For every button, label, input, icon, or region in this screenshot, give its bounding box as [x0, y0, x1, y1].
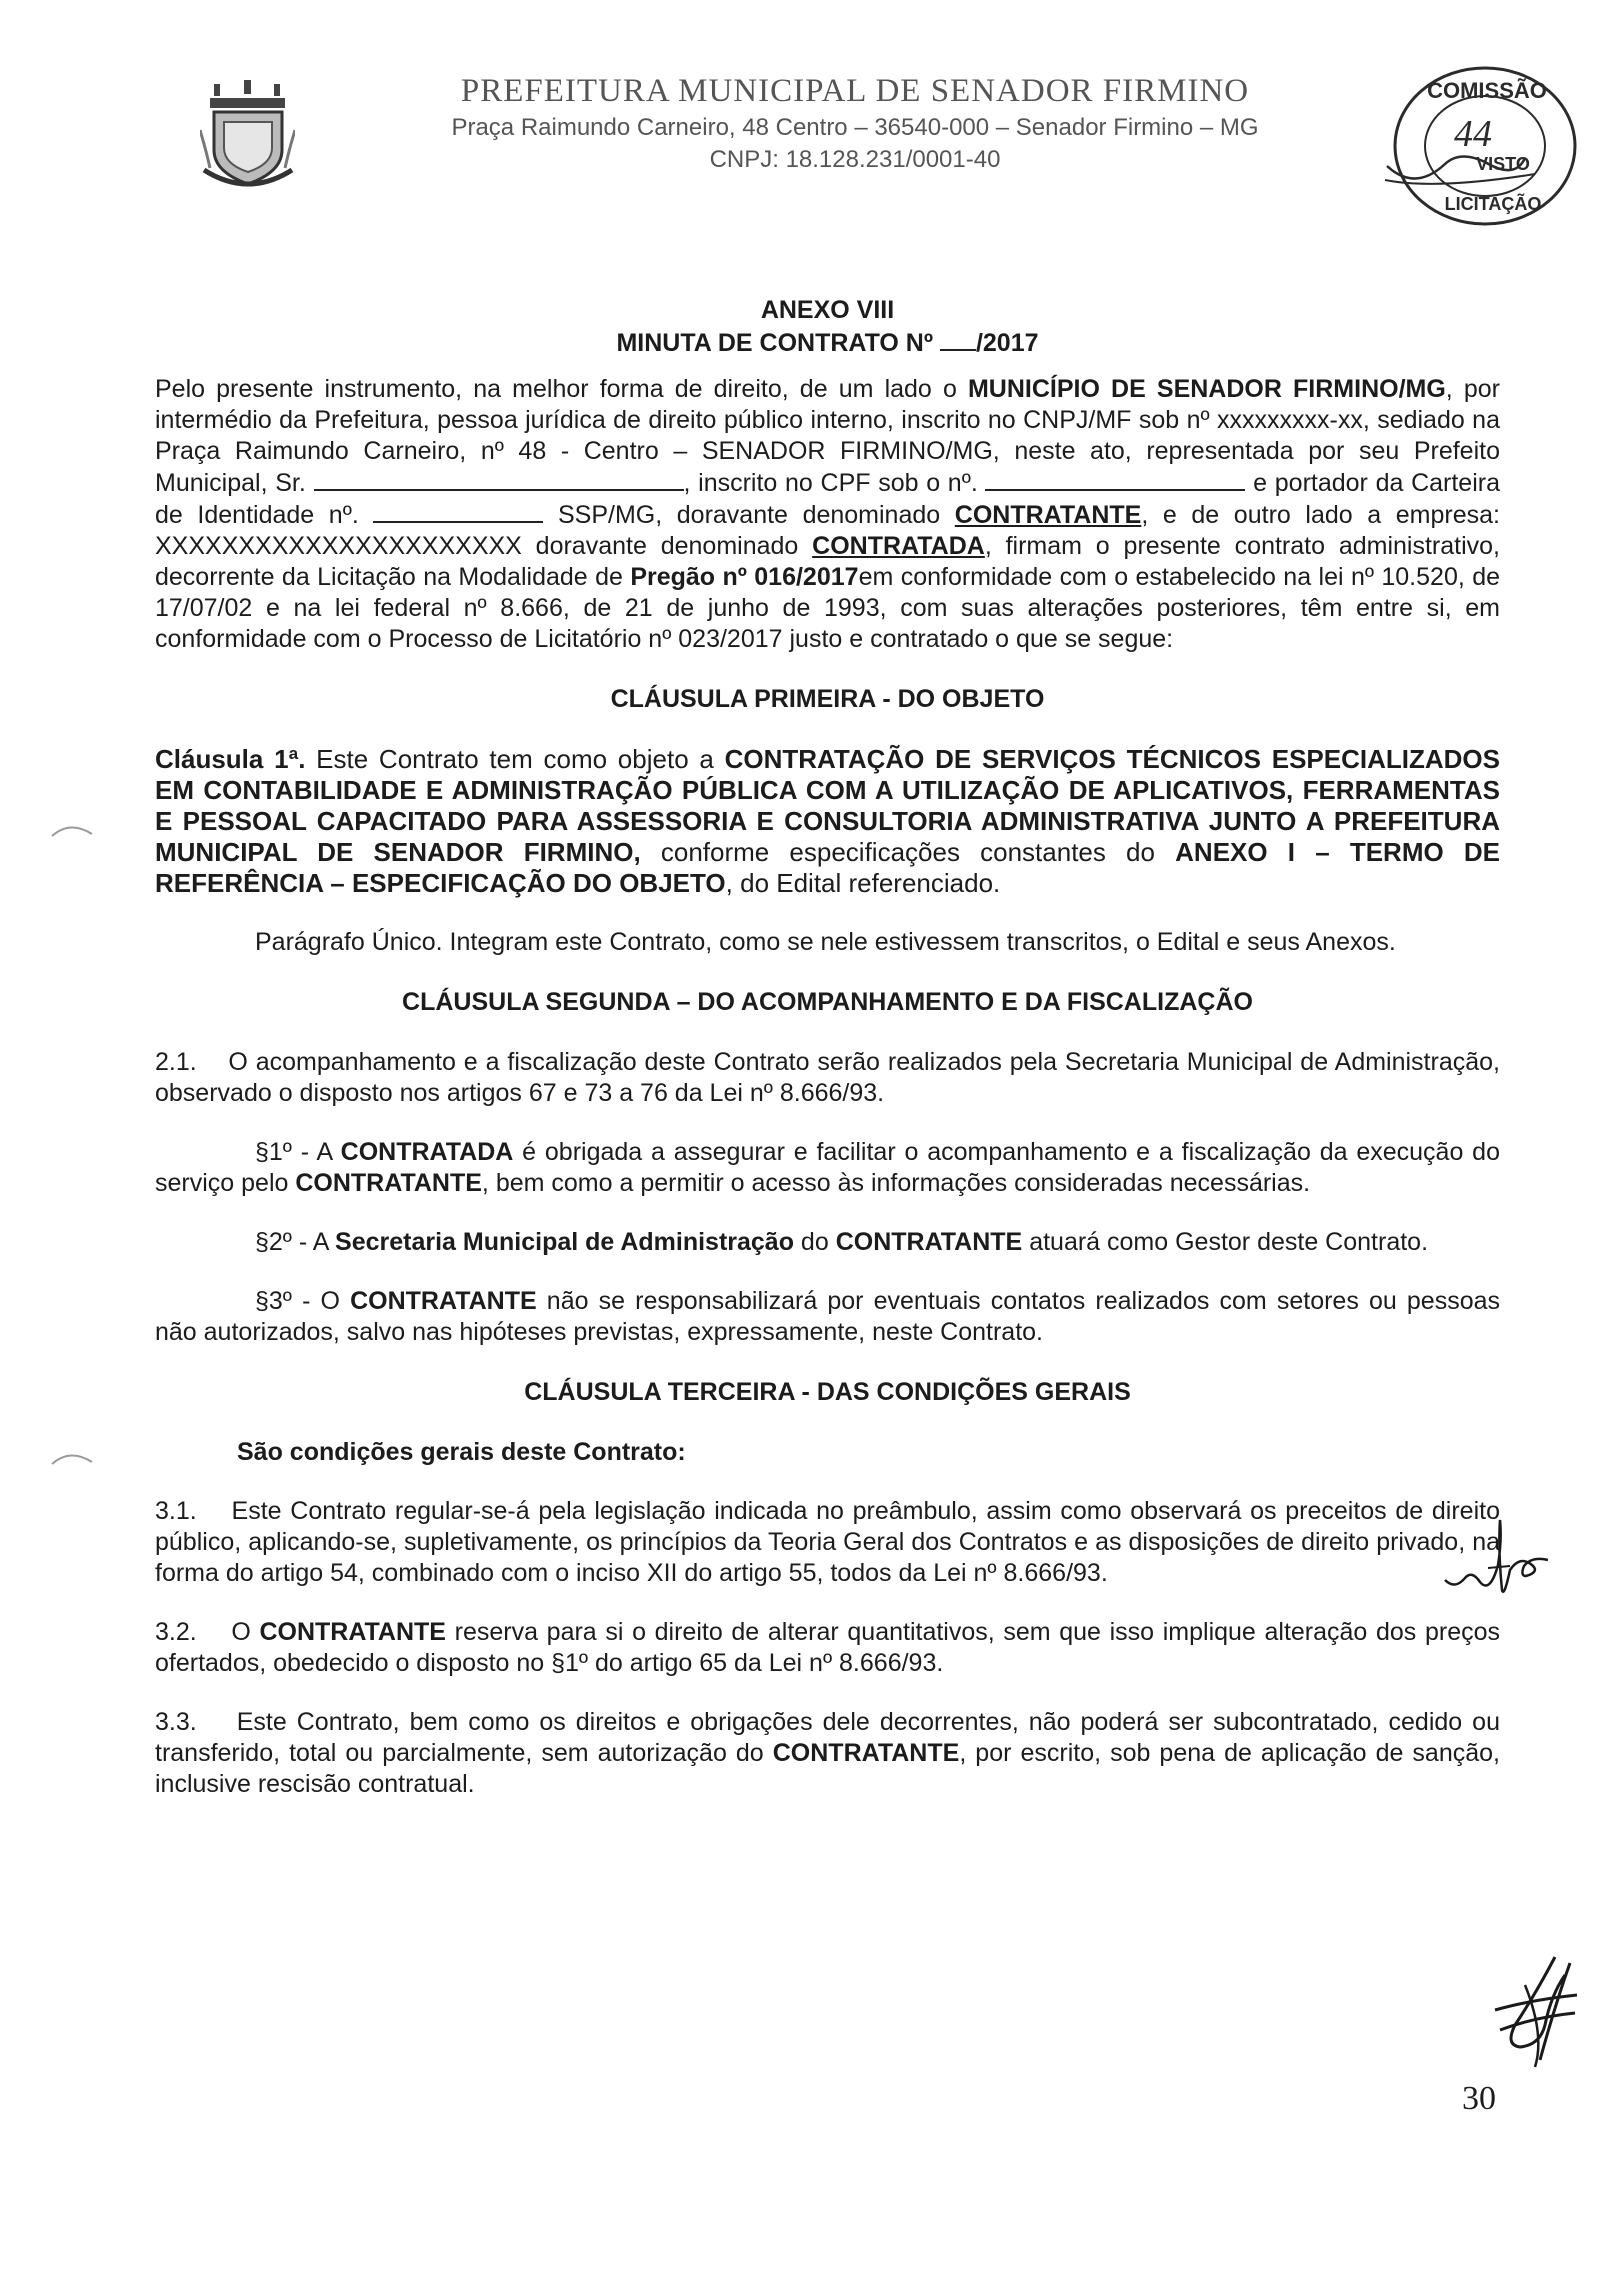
preamble-text: em conformidade com o estabelecido na lei nº 10.520, de 17/07/02 e na lei federal nº 8.666, de 21 de junho de 1993, com suas alterações posteriores, têm entre si, em conformidade com o Processo de Licitatório nº 023/2017 justo e contratado o que se segue:: [155, 563, 1501, 653]
contract-title-prefix: MINUTA DE CONTRATO Nº: [616, 329, 933, 357]
preamble-text: , inscrito no CPF sob o nº.: [683, 469, 986, 497]
section-text: atuará como Gestor deste Contrato.: [1022, 1228, 1429, 1256]
clause-3-title: CLÁUSULA TERCEIRA - DAS CONDIÇÕES GERAIS: [524, 1378, 1131, 1406]
section-3-paragraph: [155, 1286, 1500, 1348]
clause-1-paragraph: [155, 744, 1500, 899]
mayor-name-blank[interactable]: [314, 467, 684, 491]
preamble-text: , e de outro lado a empresa: XXXXXXXXXXXXXXXXXXXXXX doravante denominado: [155, 501, 1500, 560]
item-text: 3.3. Este Contrato, bem como os direitos e obrigações dele decorrentes, não poderá ser subcontratado, cedido ou transferido, total ou parcialmente, sem autorização do: [155, 1708, 1507, 1767]
pregao-number: Pregão nº 016/2017: [630, 563, 859, 591]
margin-mark: [50, 820, 95, 840]
commission-stamp: [1375, 62, 1580, 232]
clause-1-text: Este Contrato tem como objeto a: [305, 744, 725, 774]
clause-1-label: Cláusula 1ª.: [155, 744, 306, 774]
clause-3-intro: São condições gerais deste Contrato:: [237, 1438, 686, 1466]
contract-title: [155, 327, 1500, 360]
contract-title-suffix: /2017: [975, 329, 1039, 357]
contract-body: [155, 290, 1507, 1800]
id-card-blank[interactable]: [373, 499, 543, 523]
municipality-cnpj: CNPJ: 18.128.231/0001-40: [709, 146, 1001, 173]
contratada-term: CONTRATADA: [340, 1138, 514, 1166]
contratada-term: CONTRATADA: [812, 532, 985, 560]
item-text: 3.2. O: [155, 1618, 260, 1646]
annex-title: ANEXO VIII: [760, 296, 895, 324]
letterhead: [330, 70, 1380, 176]
stamp-number: 44: [1454, 113, 1492, 155]
section-text: , bem como a permitir o acesso às informações consideradas necessárias.: [481, 1169, 1311, 1197]
clause-2-title: CLÁUSULA SEGUNDA – DO ACOMPANHAMENTO E DA FISCALIZAÇÃO: [402, 988, 1253, 1016]
preamble-text: , por intermédio da Prefeitura, pessoa jurídica de direito público interno, inscrito no CNPJ/MF sob nº xxxxxxxxx-xx, sediado na Praça Raimundo Carneiro, nº 48 - Centro – SENADOR FIRMINO/MG, neste ato, representada por seu Prefeito Municipal, Sr.: [155, 375, 1500, 497]
section-1-paragraph: [155, 1137, 1500, 1199]
cpf-blank[interactable]: [985, 467, 1245, 491]
secretaria-term: Secretaria Municipal de Administração: [335, 1228, 794, 1256]
preamble-paragraph: [155, 374, 1500, 655]
annex-reference: ANEXO I – TERMO DE REFERÊNCIA – ESPECIFICAÇÃO DO OBJETO: [155, 837, 1501, 898]
margin-mark: [50, 1448, 95, 1468]
municipality-name: MUNICÍPIO DE SENADOR FIRMINO/MG: [967, 375, 1446, 403]
preamble-text: e portador da Carteira de Identidade nº.: [155, 469, 1500, 529]
municipal-crest-logo: [200, 80, 295, 195]
handwritten-rubric: [1440, 1510, 1550, 1600]
contratante-term: CONTRATANTE: [772, 1739, 960, 1767]
stamp-top-text: COMISSÃO: [1427, 78, 1547, 103]
preamble-text: Pelo presente instrumento, na melhor forma de direito, de um lado o: [155, 375, 968, 403]
section-text: não se responsabilizará por eventuais contatos realizados com setores ou pessoas não autorizados, salvo nas hipóteses previstas, expressamente, neste Contrato.: [155, 1287, 1501, 1346]
preamble-text: SSP/MG, doravante denominado: [543, 501, 955, 529]
municipality-address: Praça Raimundo Carneiro, 48 Centro – 36540-000 – Senador Firmino – MG: [451, 114, 1259, 141]
item-3-1: 3.1. Este Contrato regular-se-á pela legislação indicada no preâmbulo, assim como observará os preceitos de direito público, aplicando-se, supletivamente, os princípios da Teoria Geral dos Contratos e as disposições de direito privado, na forma do artigo 54, combinado com o inciso XII do artigo 55, todos da Lei nº 8.666/93.: [155, 1497, 1507, 1587]
contract-object: CONTRATAÇÃO DE SERVIÇOS TÉCNICOS ESPECIALIZADOS EM CONTABILIDADE E ADMINISTRAÇÃO PÚBLICA COM A UTILIZAÇÃO DE APLICATIVOS, FERRAMENTAS E PESSOAL CAPACITADO PARA ASSESSORIA E CONSULTORIA ADMINISTRATIVA JUNTO A PREFEITURA MUNICIPAL DE SENADOR FIRMINO,: [155, 744, 1500, 867]
item-2-1: 2.1. O acompanhamento e a fiscalização deste Contrato serão realizados pela Secretaria Municipal de Administração, observado o disposto nos artigos 67 e 73 a 76 da Lei nº 8.666/93.: [155, 1048, 1507, 1107]
section-2-paragraph: [155, 1227, 1500, 1258]
section-text: §1º - A: [255, 1138, 341, 1166]
item-text: reserva para si o direito de alterar quantitativos, sem que isso implique alteração dos preços ofertados, obedecido o disposto no §1º do artigo 65 da Lei nº 8.666/93.: [155, 1618, 1507, 1677]
contratante-term: CONTRATANTE: [259, 1618, 446, 1646]
contratante-term: CONTRATANTE: [835, 1228, 1023, 1256]
stamp-middle-text: VISTO: [1476, 154, 1530, 174]
section-text: §2º - A: [255, 1228, 336, 1256]
clause-1-title: CLÁUSULA PRIMEIRA - DO OBJETO: [610, 685, 1045, 713]
section-text: do: [793, 1228, 836, 1256]
item-text: , por escrito, sob pena de aplicação de sanção, inclusive rescisão contratual.: [155, 1739, 1507, 1798]
item-3-2: [155, 1617, 1507, 1679]
contract-number-blank[interactable]: [940, 327, 976, 351]
preamble-text: , firmam o presente contrato administrativo, decorrente da Licitação na Modalidade de: [155, 532, 1500, 591]
contratante-term: CONTRATANTE: [295, 1169, 482, 1197]
section-text: §3º - O: [255, 1287, 351, 1315]
handwritten-signature: [1485, 1955, 1580, 2070]
stamp-bottom-text: LICITAÇÃO: [1444, 194, 1542, 214]
item-3-3: [155, 1707, 1507, 1800]
section-text: é obrigada a assegurar e facilitar o acompanhamento e a fiscalização da execução do serviço pelo: [155, 1138, 1500, 1197]
paragrafo-unico: Parágrafo Único. Integram este Contrato, como se nele estivessem transcritos, o Edital e seus Anexos.: [255, 928, 1396, 956]
contratante-term: CONTRATANTE: [350, 1287, 537, 1315]
clause-1-text: , do Edital referenciado.: [725, 868, 1001, 898]
page-number: 30: [1462, 2080, 1496, 2117]
clause-1-text: conforme especificações constantes do: [640, 837, 1176, 867]
municipality-title: PREFEITURA MUNICIPAL DE SENADOR FIRMINO: [460, 73, 1250, 109]
contratante-term: CONTRATANTE: [954, 501, 1142, 529]
